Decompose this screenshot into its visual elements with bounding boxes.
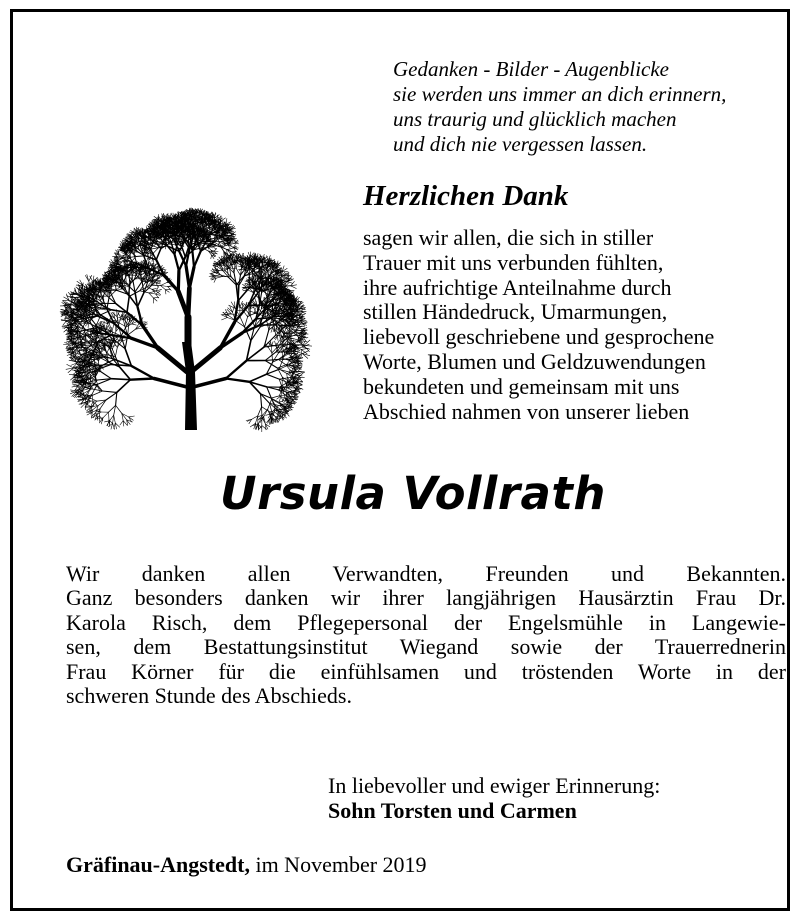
paragraph-line: sen, dem Bestattungsinstitut Wiegand sowie der Trauerrednerin <box>66 634 786 660</box>
date: im November 2019 <box>255 852 427 877</box>
thanks-line: sagen wir allen, die sich in stiller <box>363 225 654 250</box>
deceased-name: Ursula Vollrath <box>220 467 606 520</box>
paragraph-line: Frau Körner für die einfühlsamen und tröstenden Worte in der <box>66 658 786 684</box>
poem-line: Gedanken - Bilder - Augenblicke <box>393 57 670 81</box>
signature-block <box>328 773 660 823</box>
poem-line: sie werden uns immer an dich erinnern, <box>393 82 727 106</box>
paragraph-line: Karola Risch, dem Pflegepersonal der Engelsmühle in Langewie- <box>66 609 786 635</box>
signature-names: Sohn Torsten und Carmen <box>328 798 577 823</box>
obituary-frame <box>10 9 790 911</box>
poem-line: und dich nie vergessen lassen. <box>393 132 648 156</box>
poem <box>393 57 773 157</box>
paragraph-line: Wir danken allen Verwandten, Freunden und Bekannten. <box>66 561 786 586</box>
thanks-text <box>363 226 783 424</box>
thanks-line: ihre aufrichtige Anteilnahme durch <box>363 274 672 300</box>
thanks-line: stillen Händedruck, Umarmungen, <box>363 299 668 325</box>
paragraph-line: schweren Stunde des Abschieds. <box>66 683 352 709</box>
thanks-line: Trauer mit uns verbunden fühlten, <box>363 249 664 275</box>
poem-line: uns traurig und glücklich machen <box>393 107 677 131</box>
heading: Herzlichen Dank <box>363 180 569 212</box>
thanks-line: bekundeten und gemeinsam mit uns <box>363 373 680 399</box>
signature-intro: In liebevoller und ewiger Erinnerung: <box>328 773 661 798</box>
thanks-line: Abschied nahmen von unserer lieben <box>363 398 690 424</box>
place-and-date <box>66 852 427 878</box>
thanks-line: Worte, Blumen und Geldzuwendungen <box>363 348 706 374</box>
acknowledgement-paragraph <box>66 562 786 708</box>
paragraph-line: Ganz besonders danken wir ihrer langjährigen Hausärztin Frau Dr. <box>66 585 786 611</box>
place: Gräfinau-Angstedt, <box>66 852 250 877</box>
thanks-line: liebevoll geschriebene und gesprochene <box>363 324 715 350</box>
tree-silhouette-icon <box>35 172 345 432</box>
